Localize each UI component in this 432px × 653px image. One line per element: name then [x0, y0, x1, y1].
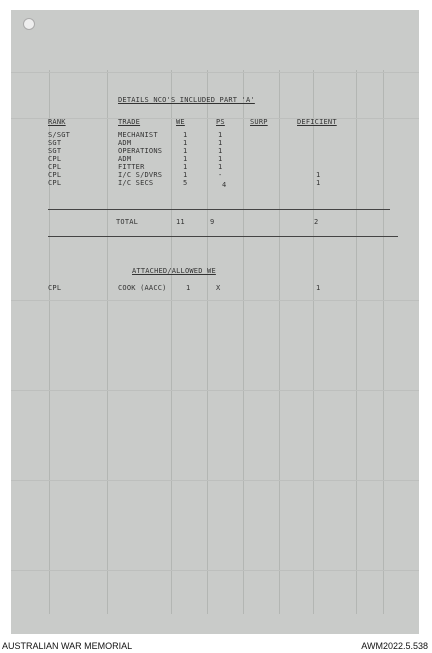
- form-grid-line: [11, 570, 419, 571]
- attached-deficient: 1: [316, 284, 321, 292]
- cell-rank: CPL: [48, 163, 62, 171]
- col-rank: RANK: [48, 118, 66, 126]
- cell-ps: 1: [218, 131, 223, 139]
- cell-ps: 1: [218, 163, 223, 171]
- form-grid-line: [313, 70, 314, 614]
- attached-rank: CPL: [48, 284, 62, 292]
- cell-ps: 1: [218, 139, 223, 147]
- cell-rank: CPL: [48, 155, 62, 163]
- form-grid-line: [243, 70, 244, 614]
- col-trade: TRADE: [118, 118, 141, 126]
- total-ps: 9: [210, 218, 215, 226]
- cell-we: 1: [183, 163, 188, 171]
- section-title: DETAILS NCO'S INCLUDED PART 'A': [118, 96, 255, 104]
- cell-we: 5: [183, 179, 188, 187]
- total-deficient: 2: [314, 218, 319, 226]
- col-we: WE: [176, 118, 185, 126]
- cell-deficient: 1: [316, 171, 321, 179]
- cell-we: 1: [183, 131, 188, 139]
- divider: [48, 209, 390, 210]
- cell-rank: S/SGT: [48, 131, 71, 139]
- cell-trade: OPERATIONS: [118, 147, 163, 155]
- total-label: TOTAL: [116, 218, 139, 226]
- form-grid-line: [383, 70, 384, 614]
- col-surp: SURP: [250, 118, 268, 126]
- cell-trade: I/C SECS: [118, 179, 154, 187]
- cell-ps: 1: [218, 147, 223, 155]
- cell-rank: SGT: [48, 147, 62, 155]
- cell-trade: FITTER: [118, 163, 145, 171]
- form-grid-line: [356, 70, 357, 614]
- form-grid-line: [207, 70, 208, 614]
- form-grid-line: [171, 70, 172, 614]
- cell-trade: ADM: [118, 139, 132, 147]
- attached-we: 1: [186, 284, 191, 292]
- cell-rank: CPL: [48, 179, 62, 187]
- col-deficient: DEFICIENT: [297, 118, 337, 126]
- form-grid-line: [11, 390, 419, 391]
- divider: [48, 236, 398, 237]
- cell-ps: -: [218, 171, 223, 179]
- cell-rank: CPL: [48, 171, 62, 179]
- cell-rank: SGT: [48, 139, 62, 147]
- cell-deficient: 1: [316, 179, 321, 187]
- cell-we: 1: [183, 171, 188, 179]
- col-ps: PS: [216, 118, 225, 126]
- punch-hole: [23, 18, 35, 30]
- cell-ps: 4: [222, 181, 227, 189]
- form-grid-line: [11, 118, 419, 119]
- attached-ps: X: [216, 284, 221, 292]
- footer-institution: AUSTRALIAN WAR MEMORIAL: [2, 641, 133, 651]
- footer-accession-number: AWM2022.5.538: [361, 641, 428, 651]
- cell-trade: MECHANIST: [118, 131, 158, 139]
- form-grid-line: [11, 300, 419, 301]
- cell-trade: I/C S/DVRS: [118, 171, 163, 179]
- form-grid-line: [11, 72, 419, 73]
- cell-we: 1: [183, 139, 188, 147]
- form-grid-line: [279, 70, 280, 614]
- form-grid-line: [11, 480, 419, 481]
- cell-trade: ADM: [118, 155, 132, 163]
- cell-we: 1: [183, 155, 188, 163]
- form-grid-line: [107, 70, 108, 614]
- attached-trade: COOK (AACC): [118, 284, 167, 292]
- attached-title: ATTACHED/ALLOWED WE: [132, 267, 216, 275]
- cell-we: 1: [183, 147, 188, 155]
- total-we: 11: [176, 218, 185, 226]
- cell-ps: 1: [218, 155, 223, 163]
